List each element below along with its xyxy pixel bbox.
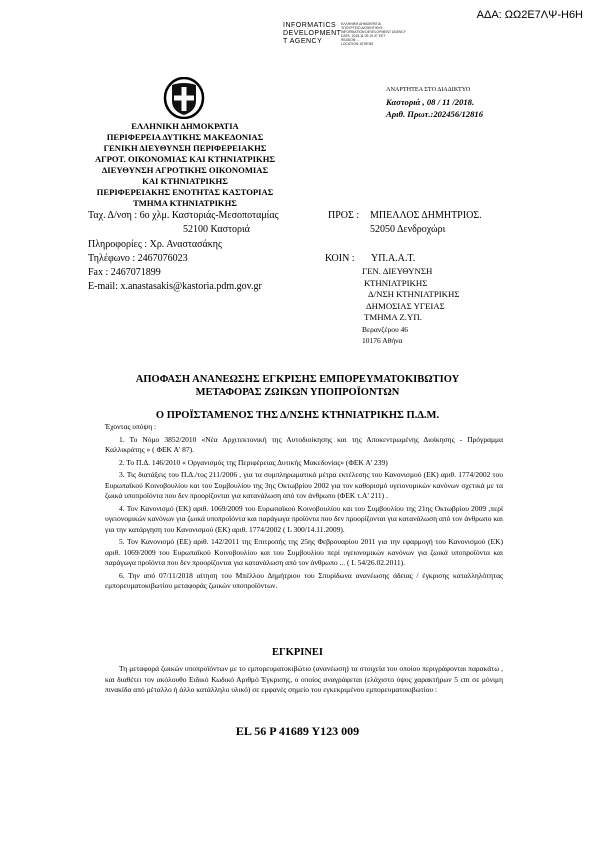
consideration-item: 1. Το Νόμο 3852/2010 «Νέα Αρχιτεκτονική της Αυτοδιοίκησης και της Αποκεντρωμένης Διοίκησης - Πρόγραμμα Καλλικράτης » ( ΦΕΚ Α' 87). [105, 434, 503, 454]
koin-label: ΚΟΙΝ : [325, 253, 355, 264]
signature-line: ΥΠΟΥΡΓΕΙΟ ΔΙΟΙΚΗΤΙΚΗΣ [341, 26, 383, 30]
koin-line: ΥΠ.Α.Α.Τ. [371, 253, 416, 264]
koin-line: ΔΗΜΟΣΙΑΣ ΥΓΕΙΑΣ [366, 300, 445, 311]
cc-list [362, 266, 460, 347]
signature-line: DATE: 2018.11.09 10:37 EET [341, 34, 386, 38]
title-line: ΑΠΟΦΑΣΗ ΑΝΑΝΕΩΣΗΣ ΕΓΚΡΙΣΗΣ ΕΜΠΟΡΕΥΜΑΤΟΚΙΒΩΤΙΟΥ [135, 374, 460, 385]
header-line: ΠΕΡΙΦΕΡΕΙΑΚΗΣ ΕΝΟΤΗΤΑΣ ΚΑΣΤΟΡΙΑΣ [96, 187, 274, 197]
considerations [105, 422, 503, 594]
sender-phone: Τηλέφωνο : 2467076023 [88, 253, 188, 264]
koin-line: Βερανζέρου 46 [362, 324, 409, 334]
header-line: ΔΙΕΥΘΥΝΣΗ ΑΓΡΟΤΙΚΗΣ ΟΙΚΟΝΟΜΙΑΣ [101, 165, 269, 175]
koin-line: Δ/ΝΣΗ ΚΤΗΝΙΑΤΡΙΚΗΣ [368, 289, 460, 299]
greek-coat-of-arms-icon [163, 77, 205, 119]
sender-postal: 52100 Καστοριά [183, 224, 250, 235]
signature-line: ΕΛΛΗΝΙΚΗ ΔΗΜΟΚΡΑΤΙΑ [341, 22, 381, 26]
header-line: ΕΛΛΗΝΙΚΗ ΔΗΜΟΚΡΑΤΙΑ [131, 121, 239, 131]
approval-code: EL 56 P 41689 Y123 009 [235, 724, 360, 738]
sender-email: E-mail: x.anastasakis@kastoria.pdm.gov.gr [88, 281, 262, 292]
header-line: ΤΜΗΜΑ ΚΤΗΝΙΑΤΡΙΚΗΣ [133, 198, 237, 208]
header-line: ΠΕΡΙΦΕΡΕΙΑ ΔΥΤΙΚΗΣ ΜΑΚΕΔΟΝΙΑΣ [106, 132, 264, 142]
authority-header [80, 121, 290, 209]
to-label: ΠΡΟΣ : [328, 210, 360, 221]
internet-notice: ΑΝΑΡΤΗΤΕΑ ΣΤΟ ΔΙΑΔΙΚΤΥΟ [386, 86, 471, 93]
ida-line: DEVELOPMENT [283, 30, 342, 37]
place-date: Καστοριά , 08 / 11 /2018. [386, 97, 475, 107]
sender-fax: Fax : 2467071899 [88, 267, 161, 278]
consideration-item: 5. Τον Κανονισμό (ΕΕ) αριθ. 142/2011 της Επιτροπής της 25ης Φεβρουαρίου 2011 για την εφαρμογή του Κανονισμού (ΕΚ) αριθ. 1069/2009 του Ευρωπαϊκού Κοινοβουλίου και του Συμβουλίου περί υγειονομικών κανόνων για ζωικά υποπροϊόντα και παράγωγα προϊόντα που δεν προορίζονται για κατανάλωση από τον άνθρωπο ... ( L 54/26.02.2011). [105, 537, 503, 567]
header-line: ΓΕΝΙΚΗ ΔΙΕΥΘΥΝΣΗ ΠΕΡΙΦΕΡΕΙΑΚΗΣ [103, 143, 267, 153]
koin-line: ΤΜΗΜΑ Ζ.ΥΠ. [364, 312, 422, 322]
signature-line: REASON: ... [341, 38, 361, 42]
koin-line: 10176 Αθήνα [362, 336, 403, 345]
digital-signature-block [341, 22, 406, 46]
consideration-item: 4. Τον Κανονισμό (ΕΚ) αριθ. 1069/2009 του Ευρωπαϊκού Κοινοβουλίου και του Συμβουλίου της 21ης Οκτωβρίου 2009 ,περί υγειονομικών κανόνων για ζωικά υποπροϊόντα και παράγωγα προϊόντα που δεν προορίζονται για κατανάλωση από τον άνθρωπο και για την κατάργηση του Κανονισμού (ΕΚ) αριθ. 1774/2002 ( L 300/14.11.2009). [105, 503, 503, 534]
header-line: ΚΑΙ ΚΤΗΝΙΑΤΡΙΚΗΣ [142, 176, 228, 186]
document-title [0, 373, 595, 399]
header-line: ΑΓΡΟΤ. ΟΙΚΟΝΟΜΙΑΣ ΚΑΙ ΚΤΗΝΙΑΤΡΙΚΗΣ [94, 154, 276, 164]
sender-info: Πληροφορίες : Χρ. Αναστασάκης [88, 239, 222, 250]
to-name: ΜΠΕΛΛΟΣ ΔΗΜΗΤΡΙΟΣ. [370, 210, 482, 221]
koin-line: ΓΕΝ. ΔΙΕΥΘΥΝΣΗ [362, 266, 433, 276]
consideration-item: 6. Την από 07/11/2018 αίτηση του Μπέλλου Δημήτριου του Σπυρίδωνα ανανέωσης άδειας / έγκρισης καταλληλότητας εμπορευματοκιβωτίου μεταφοράς ζωικών υποπροϊόντων. [105, 570, 503, 590]
koin-line: ΚΤΗΝΙΑΤΡΙΚΗΣ [364, 277, 428, 288]
approval-text: Τη μεταφορά ζωικών υποπροϊόντων με το εμπορευματοκιβώτιο (ανανέωση) τα στοιχεία του οποίου περιγράφονται παρακάτω , και διαθέτει τον ακόλουθο Ειδικό Κωδικό Αριθμό Έγκρισης, ο οποίος αναγράφεται (ελάχιστο ύψος χαρακτήρων 5 cm σε μόνιμη πινακίδα από μέταλλο ή άλλο κατάλληλο υλικό) σε εμφανές σημείο του εγκεκριμένου εμπορευματοκιβωτίου : [105, 664, 503, 694]
ida-line: INFORMATICS [283, 22, 337, 29]
protocol-number: Αριθ. Πρωτ.:202456/12816 [386, 109, 483, 119]
document-meta [386, 84, 483, 120]
consideration-item: 3. Τις διατάξεις του Π.Δ./τος 211/2006 , για τα συμπληρωματικά μέτρα εκτέλεσης του Κανονισμού (ΕΚ) αριθ. 1774/2002 του Ευρωπαϊκού Κοινοβουλίου και του Συμβουλίου της 3ης Οκτωβρίου 2002 για τον καθορισμό υγειονομικών κανόνων σχετικά με τα ζωικά υποπροϊόντα που δεν προορίζονται για κατανάλωση από τον άνθρωπο (ΦΕΚ τ.Α' 211) . [105, 470, 503, 500]
ida-line: T AGENCY [283, 38, 323, 45]
title-line: ΜΕΤΑΦΟΡΑΣ ΖΩΙΚΩΝ ΥΠΟΠΡΟΪΟΝΤΩΝ [195, 387, 400, 398]
sender-address: Ταχ. Δ/νση : 6ο χλμ. Καστοριάς-Μεσοποταμίας [88, 210, 279, 221]
approves-heading: ΕΓΚΡΙΝΕΙ [271, 647, 324, 658]
approval-paragraph [105, 664, 503, 698]
signature-line: INFORMATION DEVELOPMENT AGENCY [341, 30, 407, 34]
signature-line: LOCATION: ATHENS [341, 42, 374, 46]
to-address: 52050 Δενδροχώρι [370, 224, 446, 235]
intro-text: Έχοντας υπόψη : [105, 422, 157, 431]
document-subtitle: Ο ΠΡΟΪΣΤΑΜΕΝΟΣ ΤΗΣ Δ/ΝΣΗΣ ΚΤΗΝΙΑΤΡΙΚΗΣ Π.Δ.Μ. [155, 410, 440, 421]
consideration-item: 2. Το Π.Δ. 146/2010 « Οργανισμός της Περιφέρειας Δυτικής Μακεδονίας» (ΦΕΚ Α' 239) [119, 457, 388, 467]
ida-logo-text [283, 22, 341, 46]
ada-code: ΑΔΑ: ΩΩ2Ε7ΛΨ-Η6Η [476, 9, 583, 21]
